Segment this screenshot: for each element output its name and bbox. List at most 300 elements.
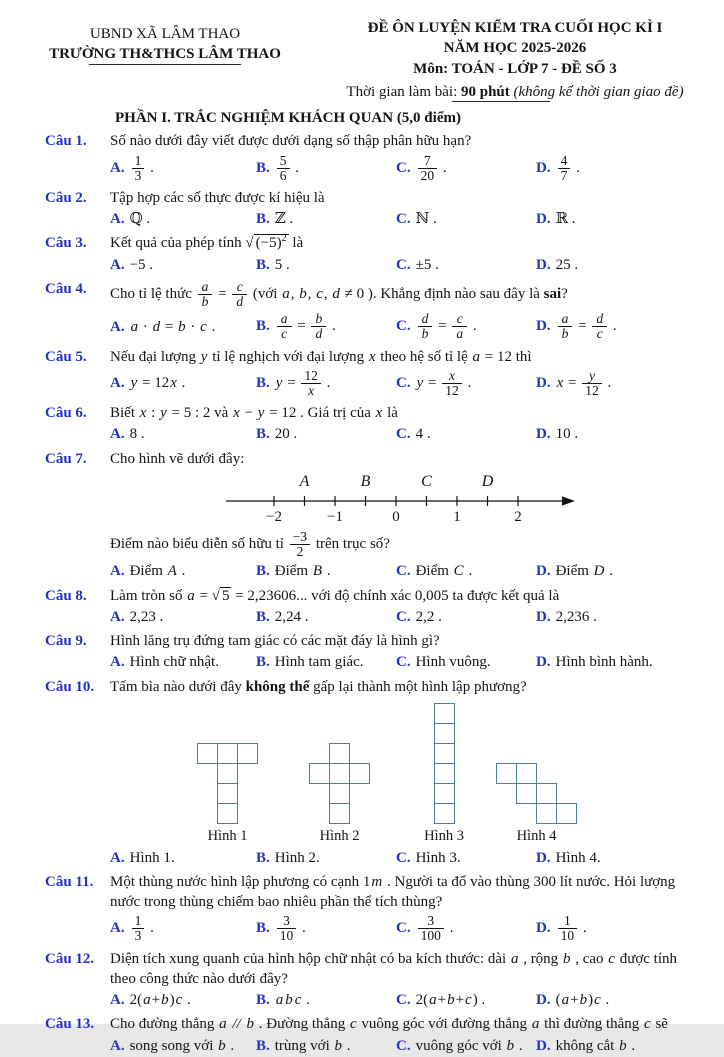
text-run: − [240,405,257,422]
text-run: ≠ 0 ). Khẳng định nào sau đây là [340,285,544,302]
text-run [242,1016,246,1032]
option-A [110,989,256,1011]
math-part: 1 [134,913,142,929]
text-run: . [207,318,216,335]
math-part: c [236,278,243,294]
option-content [556,609,597,625]
text-run: ℤ . [274,211,294,228]
text-run: · [139,318,152,335]
option-content [416,311,477,342]
option-B [256,152,396,185]
option-content [130,319,216,335]
sqrt-body: $(-5)^2$ [255,233,287,252]
fraction-numerator [311,312,326,327]
option-content [556,257,579,273]
subject-line: Môn: TOÁN - LỚP 7 - ĐỀ SỐ 3 [413,60,617,77]
fraction-numerator [132,914,145,929]
option-letter: B. [256,992,270,1009]
fraction-denominator [132,169,145,183]
text-run: Diện tích xung quanh của hình hộp chữ nhật có ba kích thước: dài [110,950,510,967]
question-stem [110,586,706,606]
radical-sign: √ [211,587,220,604]
text-run: gấp lại thành một hình lập phương? [309,678,527,695]
math-variable: D [593,563,605,580]
text-run: . [226,1037,235,1054]
question-stem [110,233,706,253]
option-content [130,850,175,866]
text-run: Điểm [415,563,453,580]
options-row [110,1035,706,1057]
option-content [275,913,306,944]
question-header [45,677,706,697]
number-line-svg [220,471,590,523]
text-run: 2( [415,992,429,1009]
math-variable: a [429,992,437,1009]
option-letter: D. [536,159,551,176]
math-part: 6 [279,167,287,183]
option-B [256,310,396,343]
option-B [256,208,396,230]
option-content [556,850,601,866]
option-A [110,651,256,673]
math-variable: a [143,992,151,1009]
option-letter: B. [256,1037,270,1054]
text-run: Hình tam giác. [274,654,364,671]
option-letter: D. [536,608,551,625]
question-cau-5 [45,347,706,401]
option-content [275,426,298,442]
option-content [416,257,439,273]
fraction-denominator [132,929,145,943]
option-C [396,1035,536,1057]
fraction-denominator [582,384,602,398]
text-run: Hình vuông. [415,654,491,671]
text-run: . [291,159,300,176]
text-run: 10 . [555,426,579,443]
math-part: 12 [585,382,599,398]
fraction-numerator [418,154,438,169]
option-letter: D. [536,849,551,866]
bold-text: không thể [245,678,310,695]
text-run: Tấm bìa nào dưới đây [110,678,246,695]
option-C [396,310,536,343]
text-run: Làm tròn số [110,587,187,604]
option-content [556,654,653,670]
fraction [558,914,578,943]
option-C [396,367,536,400]
option-C [396,847,536,869]
fraction-numerator [418,914,444,929]
cube-net-3 [418,703,470,847]
question-stem [110,188,706,208]
text-run: trên trục số? [312,536,390,553]
math-variable: y [416,374,424,391]
fraction-numerator [301,369,321,384]
option-C [396,208,536,230]
text-run: Cho hình vẽ dưới đây: [110,450,245,467]
text-run: = [574,318,591,335]
text-run: . [515,1037,523,1054]
math-variable: c [644,1016,651,1033]
fraction-denominator [277,327,292,341]
math-part: 3 [134,167,142,183]
fraction [232,280,247,309]
net-square [329,783,350,804]
question-stem [110,449,706,469]
text-run: −5 . [129,256,154,273]
option-content [130,211,151,227]
math-variable: a [130,318,139,335]
axis-arrowhead [562,496,575,505]
options-row [110,606,706,628]
text-run: 4 . [415,426,431,443]
math-variable: b [161,992,169,1009]
time-prefix: Thời gian làm bài: [346,83,461,100]
option-letter: A. [110,318,125,335]
option-letter: C. [396,211,411,228]
sqrt-expression [245,234,288,251]
net-square [309,763,330,784]
option-letter: C. [396,374,411,391]
fraction-denominator [558,169,571,183]
exam-body [0,108,724,1057]
math-part: −3 [292,529,308,545]
question-cau-4 [45,279,706,344]
option-letter: B. [256,654,270,671]
math-part: 20 [420,167,435,183]
fraction [558,312,573,341]
question-header [45,449,706,469]
net-grid [434,703,455,824]
option-D [536,912,706,945]
math-variable: x [556,374,564,391]
net-square [329,743,350,764]
question-stem [110,949,706,990]
math-part: b [201,294,209,310]
text-run: . [298,920,306,937]
text-run: , [307,285,316,302]
fraction-denominator [277,169,290,183]
math-part: a [561,311,569,327]
text-run: 20 . [274,426,298,443]
math-part: 5 [279,152,287,168]
text-run: = [195,587,212,604]
question-cau-7 [45,449,706,583]
math-part: 3 [134,928,142,944]
text-run: . [177,563,186,580]
option-letter: B. [256,608,270,625]
net-square [536,783,557,804]
text-run: = 12 thì [481,348,532,365]
text-run: . Người ta đổ vào thùng 300 lít nước. Hỏi lượng nước trong thùng chiếm bao nhiêu phần thể tích thùng? [110,873,676,911]
question-cau-13 [45,1014,706,1057]
text-run: . [322,374,331,391]
net-grid [496,763,577,824]
option-letter: D. [536,256,551,273]
option-letter: C. [396,563,411,580]
math-variable: y [200,348,208,365]
question-cau-2 [45,188,706,231]
text-run: . [323,563,331,580]
option-letter: A. [110,849,125,866]
fraction [132,914,145,943]
question-stem [110,631,706,651]
text-run: , cao [571,950,608,967]
text-run: trùng với [274,1037,334,1054]
text-run: ±5 . [415,256,439,273]
question-number: Câu 7. [45,450,87,467]
document-header [0,0,724,102]
fraction-numerator [558,154,571,169]
text-run: ) . [472,992,486,1009]
fraction-numerator [558,914,578,929]
math-variable: // [232,1016,241,1033]
math-variable: c [608,950,615,967]
fraction [132,154,145,183]
tick-label: 0 [392,508,400,525]
math-variable: c [175,992,183,1009]
math-variable: b [246,1016,254,1033]
option-letter: A. [110,426,125,443]
fraction-numerator [418,312,433,327]
option-D [536,560,706,582]
net-square [217,743,238,764]
text-run: Cho đường thẳng [110,1016,219,1033]
question-header [45,347,706,367]
text-run: : [147,405,160,422]
cube-net-1 [197,743,258,847]
math-variable: A [167,563,177,580]
option-B [256,606,396,628]
text-run: + [437,992,447,1009]
text-run: vuông góc với [415,1037,506,1054]
net-square [329,763,350,784]
fraction-numerator [558,312,573,327]
fraction [277,312,292,341]
fraction [442,369,462,398]
math-part: d [421,311,429,327]
option-content [556,311,617,342]
header-right-block [330,18,700,102]
question-cau-11 [45,872,706,946]
math-part: 10 [279,928,294,944]
question-stem [110,872,706,913]
text-run: 5 . [274,256,290,273]
option-letter: B. [256,318,270,335]
text-run: + [570,992,579,1009]
fraction [558,154,571,183]
fraction [311,312,326,341]
fraction-numerator [277,154,290,169]
question-cau-9 [45,631,706,674]
cube-net-4 [496,763,577,847]
option-letter: B. [256,426,270,443]
option-content [556,913,587,944]
math-part: b [315,311,323,327]
text-run: Điểm [274,563,312,580]
text-run: . [627,1037,636,1054]
text-run: song song với [129,1037,218,1054]
option-content [275,311,336,342]
math-part: d [315,326,323,342]
text-run: . [146,920,154,937]
option-letter: A. [110,211,125,228]
math-variable: c [316,285,323,302]
exponent: 2 [281,233,287,245]
text-run: . [445,920,454,937]
option-content [275,211,293,227]
option-content [556,211,576,227]
text-run: 25 . [555,256,579,273]
option-letter: D. [536,374,551,391]
question-header [45,1014,706,1034]
school-name: TRƯỜNG TH&THCS LÂM THAO [49,46,281,63]
net-square [556,803,577,824]
text-run: = [283,374,300,391]
math-variable: c [594,992,601,1009]
fraction-denominator [418,169,438,183]
fraction-denominator [418,327,433,341]
math-variable: m [371,873,383,890]
math-part: 12 [304,367,318,383]
option-content [275,152,300,183]
options-row [110,847,706,869]
text-run: Biết [110,405,139,422]
tick-label: 1 [453,508,461,525]
math-variable: a [219,1016,227,1033]
question-number: Câu 12. [45,950,95,967]
math-variable: a [531,1016,540,1033]
question-stem [110,677,706,697]
math-part: y [588,367,595,383]
option-content [556,563,613,579]
option-B [256,1035,396,1057]
option-content [275,1038,351,1054]
net-square [349,763,370,784]
cube-net-2 [309,743,370,847]
math-variable: b [218,1037,226,1054]
math-part: b [561,326,569,342]
option-D [536,367,706,400]
fraction-denominator [311,327,326,341]
option-content [556,367,612,398]
number-line-figure [220,471,706,529]
time-limit-line [330,82,700,102]
option-A [110,1035,256,1057]
question-number: Câu 2. [45,189,87,206]
option-letter: C. [396,920,411,937]
question-cau-12 [45,949,706,1012]
text-run: Điểm [555,563,593,580]
math-variable: c [465,992,472,1009]
time-duration: 90 phút [461,83,514,100]
option-content [130,375,186,391]
math-part: a [201,278,209,294]
fraction-numerator [277,914,297,929]
option-D [536,1035,706,1057]
option-content [556,992,610,1008]
fraction-denominator [452,327,467,341]
text-run: là [383,405,398,422]
text-run: . [183,992,191,1009]
bold-text: sai [543,285,562,302]
text-run: . [463,374,472,391]
question-number: Câu 1. [45,133,87,150]
option-D [536,152,706,185]
option-letter: C. [396,159,411,176]
option-letter: A. [110,375,125,392]
sqrt-expression [212,587,232,604]
question-header [45,631,706,651]
option-letter: D. [536,654,551,671]
text-run: Số nào dưới đây viết được dưới dạng số thập phân hữu hạn? [110,133,472,150]
tick-label: −1 [327,508,343,525]
options-row [110,651,706,673]
options-row [110,560,706,582]
option-content [130,992,191,1008]
tick-label: −2 [266,508,282,525]
fraction [418,914,444,943]
option-D [536,989,706,1011]
option-B [256,912,396,945]
text-run: ℚ . [129,211,151,228]
option-D [536,254,706,276]
question-header [45,279,706,310]
question-cau-8 [45,586,706,629]
option-C [396,651,536,673]
option-content [556,152,580,183]
fraction [418,154,438,183]
option-C [396,606,536,628]
text-run: ) [169,992,175,1009]
math-variable: d [152,318,161,335]
option-letter: A. [110,563,125,580]
text-run: không cắt [555,1037,619,1054]
option-C [396,152,536,185]
math-part: x [308,382,315,398]
text-run: . [603,374,612,391]
option-letter: D. [536,920,551,937]
text-run: = 2,23606... với độ chính xác 0,005 ta được kết quả là [231,587,560,604]
math-variable: x [139,405,147,422]
fraction [198,280,213,309]
math-variable: a [561,992,570,1009]
math-part: 4 [560,152,568,168]
question-header [45,188,706,208]
text-run: Điểm nào biểu diễn số hữu tỉ [110,536,288,553]
radical-sign: √ [245,235,254,252]
text-run: là [288,235,304,252]
math-variable: a [510,950,519,967]
option-letter: A. [110,920,125,937]
net-square [329,803,350,824]
option-letter: C. [396,608,411,625]
cube-nets-figure [110,703,706,847]
point-label: D [481,472,494,490]
question-cau-10 [45,677,706,869]
question-number: Câu 13. [45,1016,95,1033]
math-variable: x [233,405,240,422]
math-part: c [281,326,288,342]
math-part: 7 [560,167,568,183]
math-variable: x [170,375,177,392]
option-content [556,1038,635,1054]
text-run: = [424,374,441,391]
text-run: · [186,318,200,335]
option-content [275,563,331,579]
math-part: 3 [427,913,435,929]
net-caption: Hình 4 [516,827,557,844]
